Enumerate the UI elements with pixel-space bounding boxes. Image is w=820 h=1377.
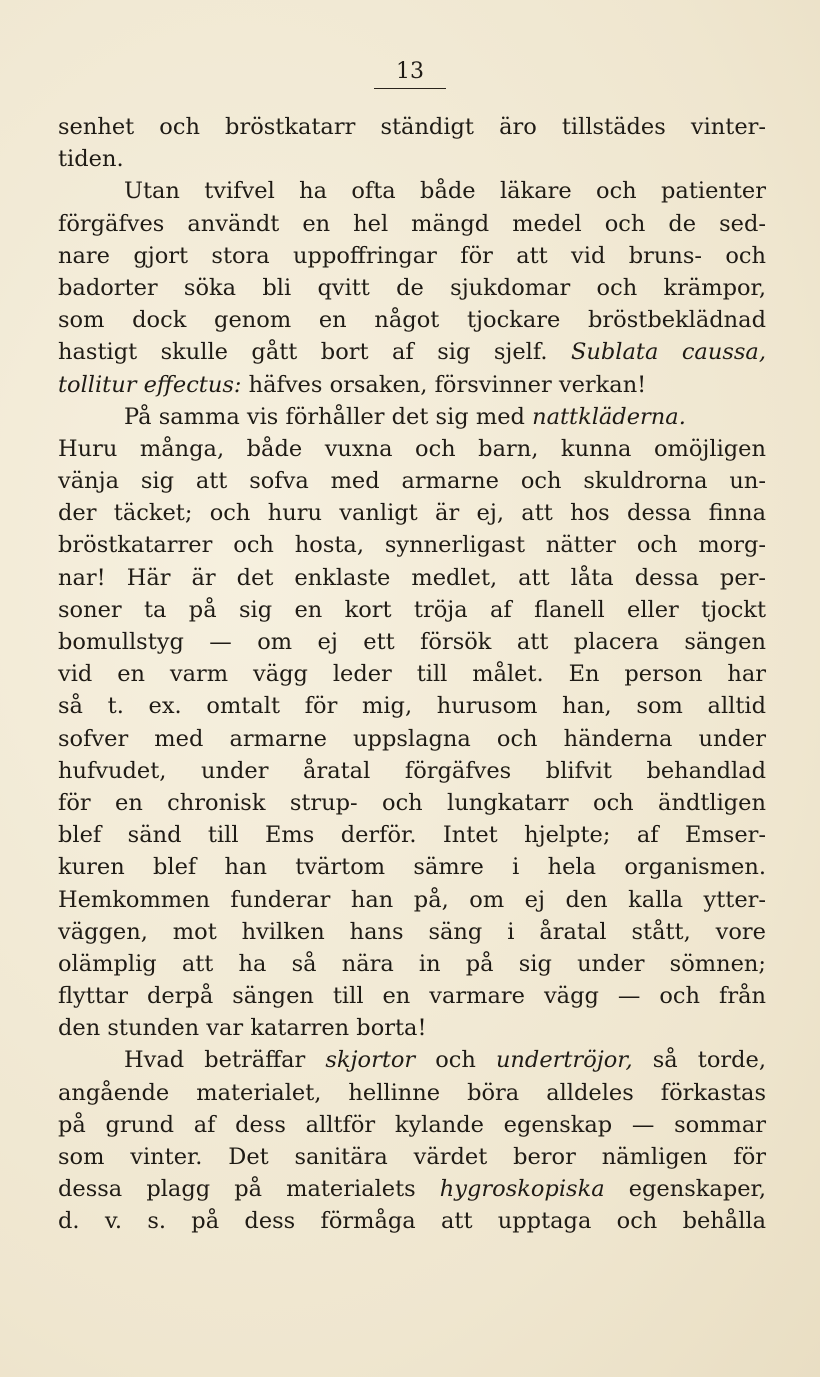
text-segment: senhet och bröstkatarr ständigt äro tillstädes vinter-	[58, 114, 766, 140]
text-segment: och	[415, 1047, 496, 1074]
text-segment: för en chronisk strup- och lungkatarr och ändtligen	[58, 789, 766, 816]
italic-text: nattkläderna.	[532, 403, 686, 430]
text-line	[58, 175, 766, 207]
text-segment: Hemkommen funderar han på, om ej den kalla ytter-	[58, 886, 766, 913]
text-segment: så torde,	[632, 1047, 766, 1074]
text-line	[58, 240, 766, 272]
text-segment: Hvad beträffar	[124, 1047, 326, 1074]
text-segment: angående materialet, hellinne böra alldeles förkastas	[58, 1079, 766, 1106]
text-line	[58, 1141, 766, 1173]
text-line	[58, 787, 766, 819]
text-segment: der täcket; och huru vanligt är ej, att hos dessa finna	[58, 500, 766, 527]
text-line	[58, 433, 766, 465]
italic-text: tollitur effectus:	[58, 371, 242, 398]
text-segment: nar! Här är det enklaste medlet, att låta dessa per-	[58, 564, 766, 591]
text-segment: dessa plagg på materialets	[58, 1176, 440, 1203]
text-segment: väggen, mot hvilken hans säng i åratal stått, vore	[58, 918, 766, 945]
text-line	[58, 208, 766, 240]
text-segment: som vinter. Det sanitära värdet beror nämligen för	[58, 1144, 766, 1170]
text-line	[58, 1205, 766, 1237]
text-segment: på grund af dess alltför kylande egenskap — sommar	[58, 1111, 766, 1138]
text-segment: d. v. s. på dess förmåga att upptaga och behålla	[58, 1208, 766, 1235]
italic-text: Sublata caussa,	[571, 339, 767, 366]
text-segment: sofver med armarne uppslagna och händerna under	[58, 725, 766, 752]
text-line	[58, 465, 766, 497]
text-segment: som dock genom en något tjockare bröstbeklädnad	[58, 307, 766, 334]
text-segment: hastigt skulle gått bort af sig sjelf.	[58, 339, 571, 366]
text-segment: Utan tvifvel ha ofta både läkare och patienter	[124, 178, 766, 205]
text-line	[58, 594, 766, 626]
text-line	[58, 916, 766, 948]
text-segment: nare gjort stora uppoffringar för att vid bruns- och	[58, 242, 766, 269]
text-line	[58, 1077, 766, 1109]
text-segment: bomullstyg — om ej ett försök att placera sängen	[58, 629, 766, 655]
italic-text: undertröjor,	[495, 1047, 633, 1074]
text-line	[58, 369, 766, 401]
text-segment: vänja sig att sofva med armarne och skuldrorna un-	[58, 468, 766, 495]
text-segment: olämplig att ha så nära in på sig under sömnen;	[58, 950, 766, 977]
text-line	[58, 948, 766, 980]
text-segment: tiden.	[58, 146, 124, 173]
text-line	[58, 336, 766, 368]
text-line	[58, 690, 766, 722]
text-line	[58, 562, 766, 594]
text-segment: bröstkatarrer och hosta, synnerligast nätter och morg-	[58, 532, 766, 559]
italic-text: skjortor	[325, 1047, 416, 1074]
text-line	[58, 143, 766, 175]
text-segment: blef sänd till Ems derför. Intet hjelpte; af Emser-	[58, 822, 766, 849]
text-segment: häfves orsaken, försvinner verkan!	[241, 371, 647, 398]
text-line	[58, 272, 766, 304]
text-segment: egenskaper,	[604, 1176, 766, 1203]
italic-text: hygroskopiska	[439, 1176, 605, 1203]
text-segment: soner ta på sig en kort tröja af flanell eller tjockt	[58, 596, 766, 623]
text-segment: badorter söka bli qvitt de sjukdomar och krämpor,	[58, 274, 766, 301]
text-line	[58, 1044, 766, 1076]
text-line	[58, 851, 766, 883]
text-segment: så t. ex. omtalt för mig, hurusom han, som alltid	[58, 693, 766, 720]
text-line	[58, 658, 766, 690]
text-line	[58, 1173, 766, 1205]
text-segment: hufvudet, under åratal förgäfves blifvit behandlad	[58, 757, 766, 784]
text-line	[58, 1109, 766, 1141]
page-number: 13	[374, 58, 446, 89]
text-line	[58, 401, 766, 433]
text-segment: den stunden var katarren borta!	[58, 1015, 427, 1042]
text-segment: Huru många, både vuxna och barn, kunna omöjligen	[58, 435, 766, 462]
text-segment: flyttar derpå sängen till en varmare vägg — och från	[58, 983, 766, 1010]
text-line	[58, 529, 766, 561]
text-segment: vid en varm vägg leder till målet. En person har	[58, 661, 766, 688]
text-line	[58, 1012, 766, 1044]
text-line	[58, 304, 766, 336]
text-line	[58, 626, 766, 658]
text-line	[58, 755, 766, 787]
text-line	[58, 497, 766, 529]
text-segment: förgäfves användt en hel mängd medel och de sed-	[58, 210, 766, 237]
body-text	[58, 111, 766, 1238]
text-line	[58, 884, 766, 916]
text-line	[58, 980, 766, 1012]
text-segment: På samma vis förhåller det sig med	[124, 403, 533, 430]
text-segment: kuren blef han tvärtom sämre i hela organismen.	[58, 854, 766, 881]
text-line	[58, 723, 766, 755]
text-line	[58, 819, 766, 851]
text-line	[58, 111, 766, 143]
